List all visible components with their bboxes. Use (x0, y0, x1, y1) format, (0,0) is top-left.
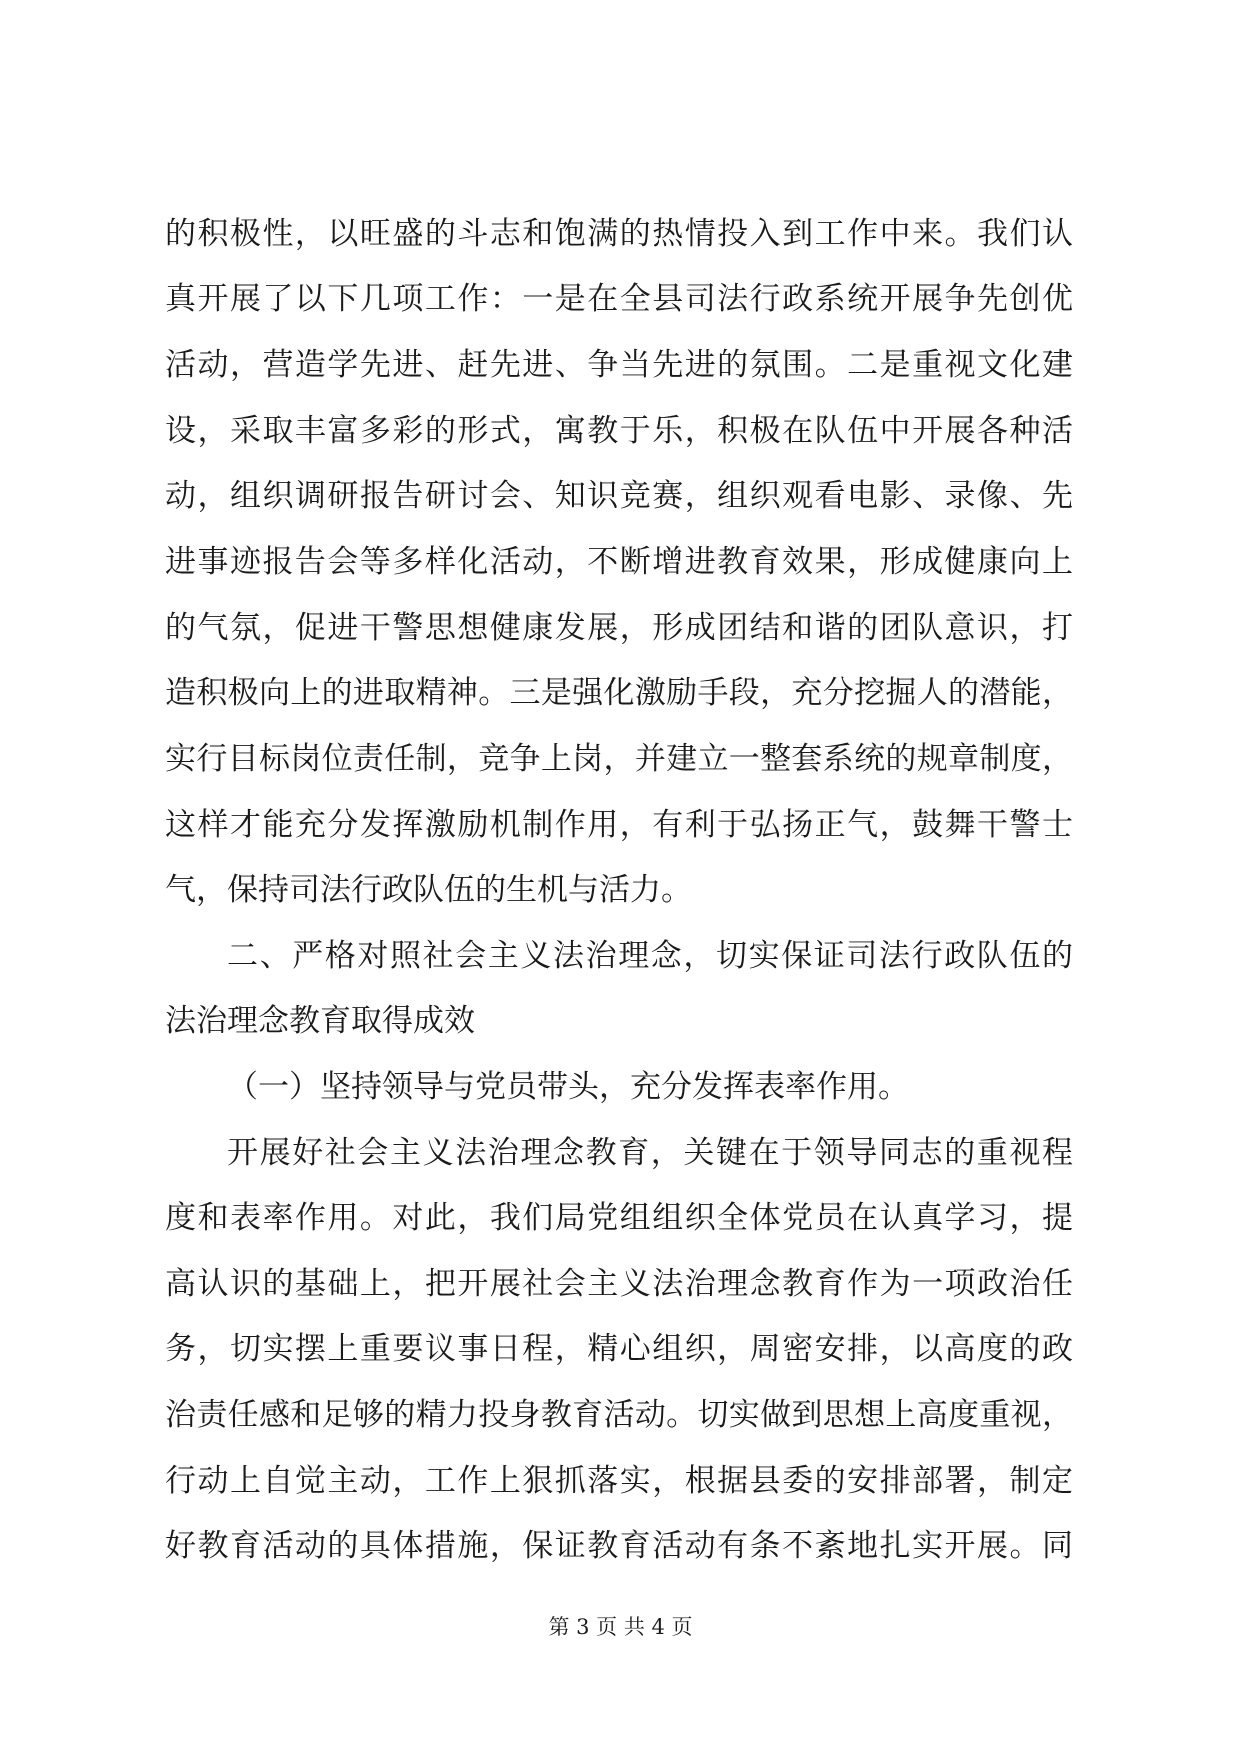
text-line: 高认识的基础上，把开展社会主义法治理念教育作为一项政治任 (165, 1266, 1073, 1302)
text-line: 气，保持司法行政队伍的生机与活力。 (165, 872, 692, 908)
text-line: 动，组织调研报告研讨会、知识竞赛，组织观看电影、录像、先 (165, 478, 1073, 514)
section-heading-line: 二、严格对照社会主义法治理念，切实保证司法行政队伍的 (227, 938, 1073, 974)
text-line: 的气氛，促进干警思想健康发展，形成团结和谐的团队意识，打 (165, 610, 1073, 646)
text-line: 开展好社会主义法治理念教育，关键在于领导同志的重视程 (227, 1135, 1073, 1171)
text-line: 造积极向上的进取精神。三是强化激励手段，充分挖掘人的潜能， (165, 675, 1073, 711)
subsection-heading: （一）坚持领导与党员带头，充分发挥表率作用。 (227, 1069, 909, 1105)
text-line: 好教育活动的具体措施，保证教育活动有条不紊地扎实开展。同 (165, 1528, 1073, 1564)
text-line: 进事迹报告会等多样化活动，不断增进教育效果，形成健康向上 (165, 544, 1073, 580)
text-line: 度和表率作用。对此，我们局党组组织全体党员在认真学习，提 (165, 1200, 1073, 1236)
text-line: 实行目标岗位责任制，竞争上岗，并建立一整套系统的规章制度， (165, 741, 1073, 777)
text-line: 设，采取丰富多彩的形式，寓教于乐，积极在队伍中开展各种活 (165, 413, 1073, 449)
text-line: 治责任感和足够的精力投身教育活动。切实做到思想上高度重视， (165, 1397, 1073, 1433)
page-number-footer: 第 3 页 共 4 页 (548, 1615, 693, 1639)
section-heading-line: 法治理念教育取得成效 (165, 1003, 475, 1039)
text-line: 活动，营造学先进、赶先进、争当先进的氛围。二是重视文化建 (165, 347, 1073, 383)
text-line: 的积极性，以旺盛的斗志和饱满的热情投入到工作中来。我们认 (165, 216, 1073, 252)
text-line: 真开展了以下几项工作：一是在全县司法行政系统开展争先创优 (165, 281, 1073, 317)
text-line: 这样才能充分发挥激励机制作用，有利于弘扬正气，鼓舞干警士 (165, 807, 1073, 843)
text-line: 行动上自觉主动，工作上狠抓落实，根据县委的安排部署，制定 (165, 1463, 1073, 1499)
text-line: 务，切实摆上重要议事日程，精心组织，周密安排，以高度的政 (165, 1331, 1073, 1367)
